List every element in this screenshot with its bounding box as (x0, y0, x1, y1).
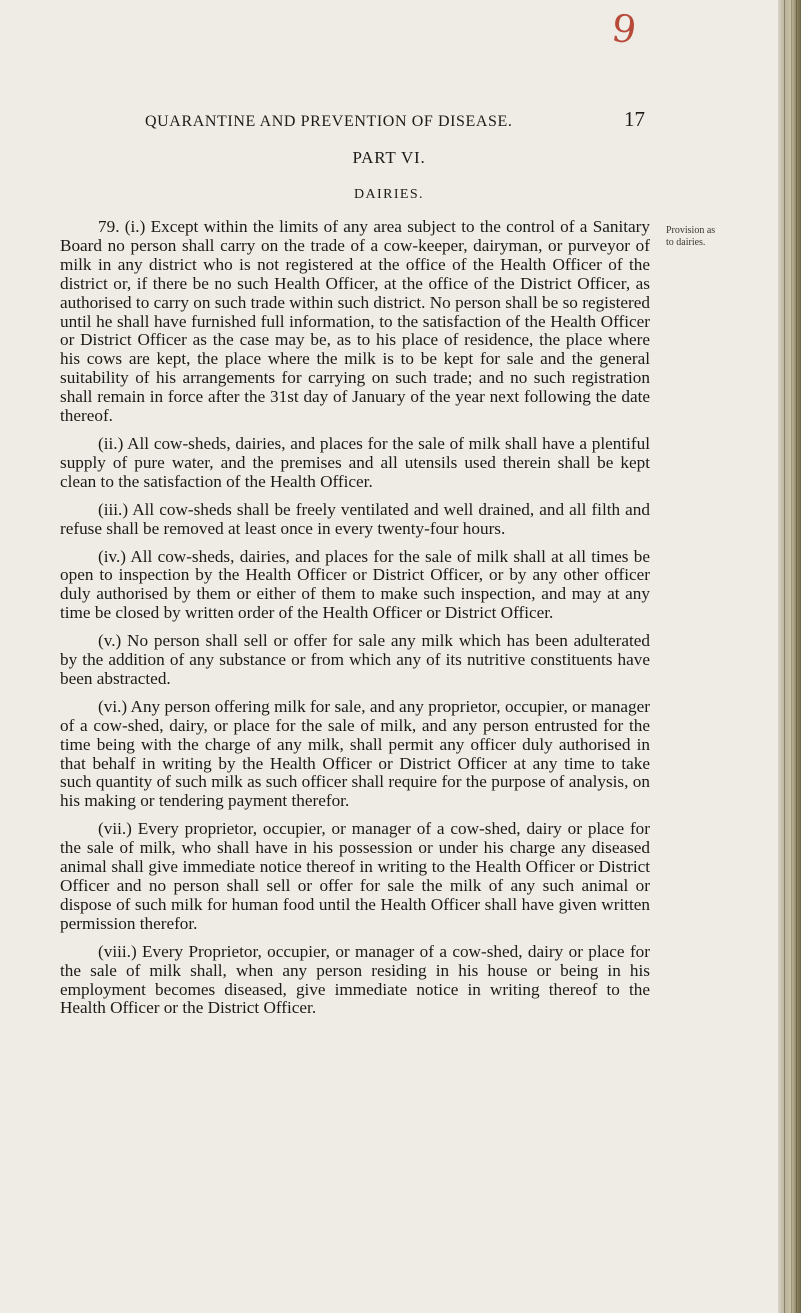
book-spine-edge (778, 0, 801, 1313)
body-text (60, 218, 650, 1027)
paragraph-vi: (vi.) Any person offering milk for sale, and any proprietor, occupier, or manager of a cow-shed, dairy, or place for the sale of milk, and any person entrusted for the time being with the charge of any milk, shall permit any officer duly authorised in that behalf in writing by the Health Officer or District Officer at any time to take such quantity of such milk as such officer shall require for the purpose of analysis, on his making or tendering payment therefor. (60, 696, 650, 811)
paragraph-iii: (iii.) All cow-sheds shall be freely ventilated and well drained, and all filth and refuse shall be removed at least once in every twenty-four hours. (60, 499, 650, 538)
paragraph-v: (v.) No person shall sell or offer for sale any milk which has been adulterated by the addition of any substance or from which any of its nutritive constituents have been abstracted. (60, 631, 650, 688)
paragraph-79-i: 79. (i.) Except within the limits of any area subject to the control of a Sanitary Board no person shall carry on the trade of a cow-keeper, dairyman, or purveyor of milk in any district who is not registered at the office of the Health Officer of the district or, if there be no such Health Officer, at the office of the District Officer, as authorised to carry on such trade within such district. No person shall be so registered until he shall have furnished full information, to the satisfaction of the Health Officer or District Officer as the case may be, as to his place of residence, the place where his cows are kept, the place where the milk is to be kept for sale and the general suitability of his arrangements for carrying on such trade; and no such registration shall remain in force after the 31st day of January of the year next following the date thereof. (60, 217, 650, 426)
corner-pencil-mark: 9 (609, 5, 640, 53)
running-head-title: QUARANTINE AND PREVENTION OF DISEASE. (145, 113, 513, 130)
spine-line (796, 0, 797, 1313)
spine-line (791, 0, 792, 1313)
margin-note: Provision as to dairies. (666, 225, 716, 248)
spine-line (784, 0, 785, 1313)
paragraph-viii: (viii.) Every Proprietor, occupier, or manager of a cow-shed, dairy or place for the sale of milk shall, when any person residing in his house or being in his employment becomes diseased, give immediate notice in writing thereof to the Health Officer or the District Officer. (60, 941, 650, 1018)
paragraph-iv: (iv.) All cow-sheds, dairies, and places for the sale of milk shall at all times be open to inspection by the Health Officer or District Officer, or by any other officer duly authorised by them or either of them to make such inspection, and may at any time be closed by written order of the Health Officer or District Officer. (60, 546, 650, 623)
paragraph-vii: (vii.) Every proprietor, occupier, or manager of a cow-shed, dairy or place for the sale of milk, who shall have in his possession or under his charge any diseased animal shall give immediate notice thereof in writing to the Health Officer or District Officer and no person shall sell or offer for sale the milk of any such animal or dispose of such milk for human food until the Health Officer shall have given written permission therefor. (60, 819, 650, 933)
running-head (145, 107, 645, 132)
page-number: 17 (624, 107, 645, 131)
part-title: PART VI. (352, 148, 426, 167)
paragraph-ii: (ii.) All cow-sheds, dairies, and places for the sale of milk shall have a plentiful supply of pure water, and the premises and all utensils used therein shall be kept clean to the satisfaction of the Health Officer. (60, 433, 650, 491)
section-title: DAIRIES. (354, 187, 424, 202)
